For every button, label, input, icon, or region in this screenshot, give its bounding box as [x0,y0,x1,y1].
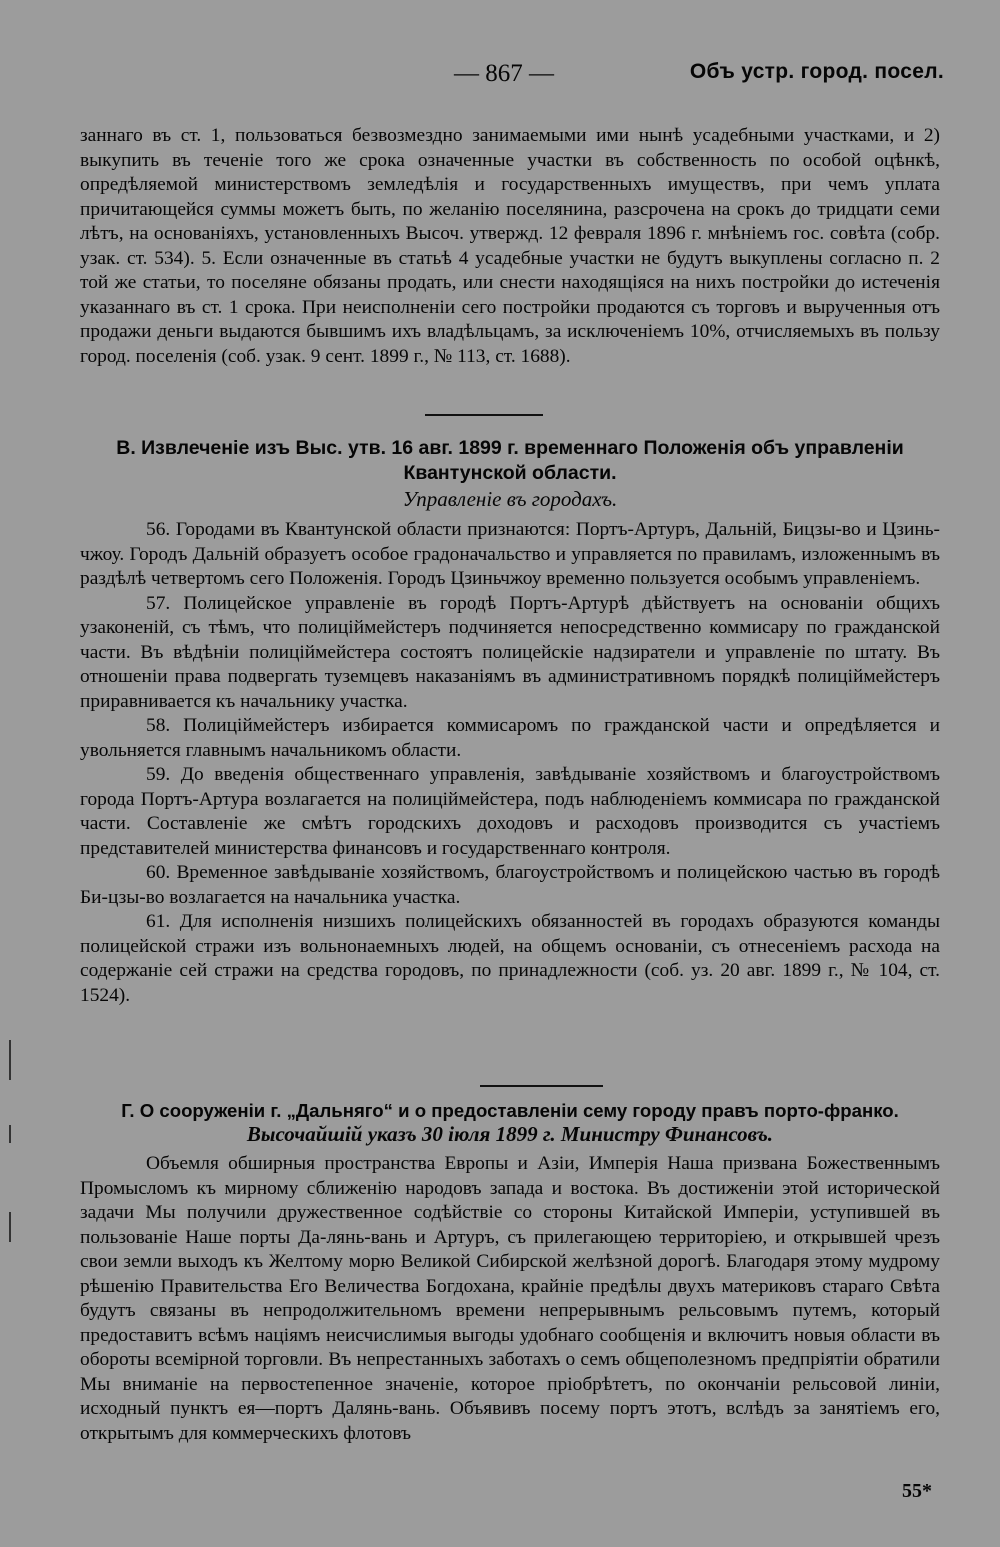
article-57: 57. Полицейское управленіе въ городѣ Портъ-Артурѣ дѣйствуетъ на основаніи общихъ узаконеній, съ тѣмъ, что полиціймейстеръ подчиняется непосредственно коммисару по гражданской части. Въ вѣдѣніи полиціймейстера состоятъ полицейскіе надзиратели и управленіе по штату. Въ отношеніи права подвергать туземцевъ наказаніямъ въ административномъ порядкѣ полиціймейстеръ приравнивается къ начальнику участка. [80,592,940,712]
section-v-subtitle: Управленіе въ городахъ. [402,487,618,511]
intro-paragraph: заннаго въ ст. 1, пользоваться безвозмездно занимаемыми ими нынѣ усадебными участками, и 2) выкупить въ теченіе того же срока означенные участки въ собственность по особой оцѣнкѣ, опредѣляемой министерствомъ земледѣлія и государственныхъ имуществъ, при чемъ уплата причитающейся суммы можетъ быть, по желанію поселянина, разсрочена на срокъ до тридцати семи лѣтъ, на основаніяхъ, установленныхъ Высоч. утвержд. 12 февраля 1896 г. мнѣніемъ гос. совѣта (собр. узак. ст. 534). 5. Если означенные въ статьѣ 4 усадебные участки не будутъ выкуплены согласно п. 2 той же статьи, то поселяне обязаны продать, или снести находящіяся на нихъ постройки до истеченія указаннаго въ ст. 1 срока. При неисполненіи сего постройки продаются съ торговъ и вырученныя отъ продажи деньги выдаются бывшимъ ихъ владѣльцамъ, за исключеніемъ 10%, отчисляемыхъ въ пользу город. поселенія (соб. узак. 9 сент. 1899 г., № 113, ст. 1688). [80,125,940,367]
page-header [0,60,1000,94]
section-g-title: Г. О сооруженіи г. „Дальняго“ и о предоставленіи сему городу правъ порто-франко. [121,1100,899,1121]
article-58: 58. Полиціймейстеръ избирается коммисаромъ по гражданской части и опредѣляется и увольняется главнымъ начальникомъ области. [80,715,940,761]
article-56: 56. Городами въ Квантунской области признаются: Портъ-Артуръ, Дальній, Бицзы-во и Цзинь-чжоу. Городъ Дальній образуетъ особое градоначальство и управляется по правиламъ, изложеннымъ въ раздѣлѣ четвертомъ сего Положенія. Городъ Цзиньчжоу временно пользуется особымъ управленіемъ. [80,519,940,589]
separator-rule [425,414,543,416]
margin-mark [9,1125,11,1143]
margin-mark [9,1212,11,1242]
decree-paragraph: Объемля обширныя пространства Европы и Азіи, Имперія Наша призвана Божественнымъ Промысломъ къ мирному сближенію народовъ запада и востока. Въ достиженіи этой исторической задачи Мы получили дружественное содѣйствіе со стороны Китайской Имперіи, уступившей въ пользованіе Наше порты Да-лянь-вань и Артуръ, съ прилегающею территоріею, и открывшей чрезъ свои земли выходъ къ Желтому морю Великой Сибирской желѣзной дорогѣ. Благодаря этому мудрому рѣшенію Правительства Его Величества Богдохана, крайніе предѣлы двухъ материковъ стараго Свѣта будутъ связаны въ непродолжительномъ времени непрерывнымъ рельсовымъ путемъ, который предоставитъ всѣмъ націямъ неисчислимыя выгоды удобнаго сообщенія и включитъ новыя области въ обороты всемірной торговли. Въ непрестанныхъ заботахъ о семъ общеполезномъ предпріятіи обратили Мы вниманіе на первостепенное значеніе, которое пріобрѣтетъ, по окончаніи рельсовой линіи, исходный пунктъ ея—портъ Далянь-вань. Объявивъ посему портъ этотъ, вслѣдъ за занятіемъ его, открытымъ для коммерческихъ флотовъ [80,1153,940,1444]
section-v-body [80,518,940,1008]
article-61: 61. Для исполненія низшихъ полицейскихъ обязанностей въ городахъ образуются команды полицейской стражи изъ вольнонаемныхъ людей, на общемъ основаніи, съ отнесеніемъ расхода на содержаніе сей стражи на средства городовъ, по принадлежности (соб. уз. 20 авг. 1899 г., № 104, ст. 1524). [80,911,940,1006]
separator-rule [480,1085,603,1087]
section-g-subtitle: Высочайшій указъ 30 іюля 1899 г. Министру Финансовъ. [246,1122,774,1146]
section-v-title: В. Извлеченіе изъ Выс. утв. 16 авг. 1899 г. временнаго Положенія объ управленіи Квантунской области. [116,437,904,484]
signature-mark: 55* [902,1480,932,1502]
margin-mark [9,1040,11,1080]
article-60: 60. Временное завѣдываніе хозяйствомъ, благоустройствомъ и полицейскою частью въ городѣ Би-цзы-во возлагается на начальника участка. [80,862,940,908]
intro-paragraph-block [80,124,940,369]
section-g-body [80,1152,940,1446]
running-title: Объ устр. город. посел. [689,60,944,83]
page-number: — 867 — [454,60,554,87]
article-59: 59. До введенія общественнаго управленія, завѣдываніе хозяйствомъ и благоустройствомъ города Портъ-Артура возлагается на полиціймейстера, подъ наблюденіемъ коммисара по гражданской части. Составленіе же смѣтъ городскихъ доходовъ и расходовъ производится съ участіемъ представителей министерства финансовъ и государственнаго контроля. [80,764,940,859]
